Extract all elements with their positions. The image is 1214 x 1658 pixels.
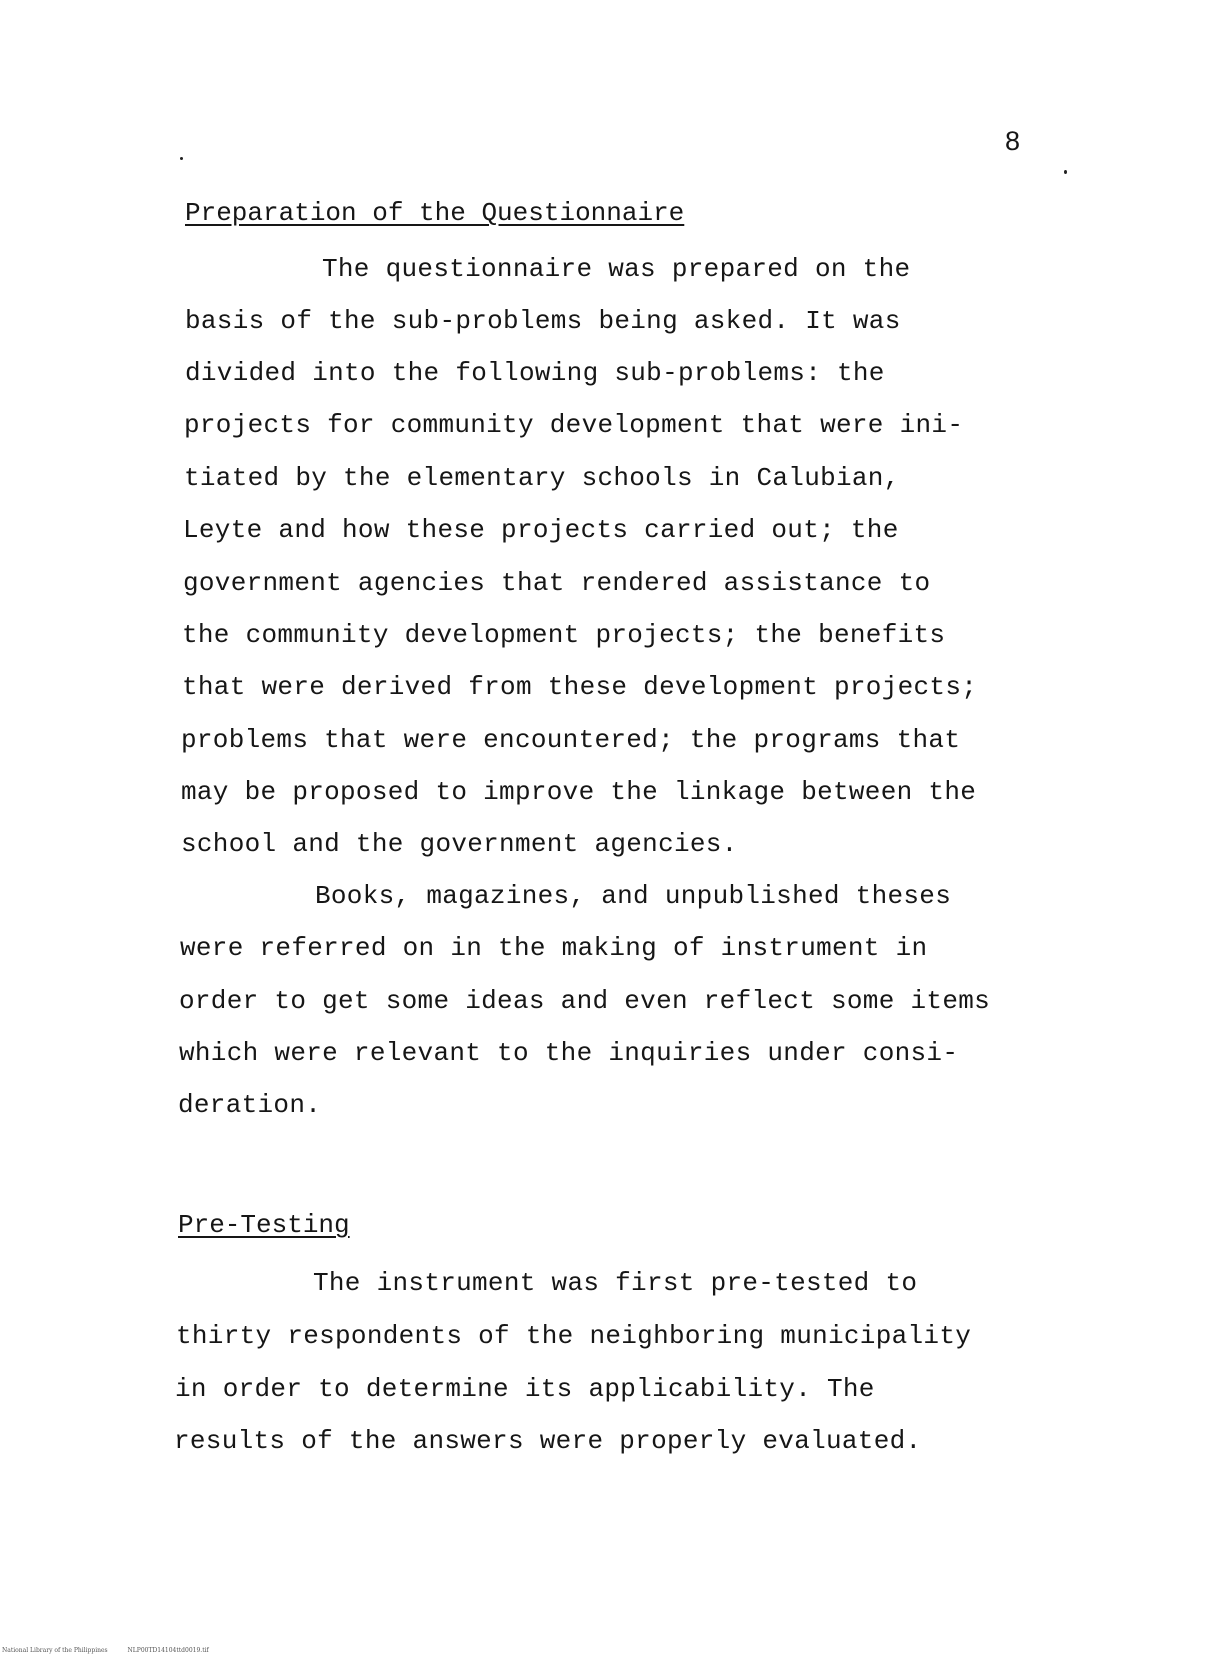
text-line: basis of the sub-problems being asked. It was xyxy=(185,306,901,336)
text-line: Books, magazines, and unpublished theses xyxy=(315,881,952,911)
text-line: Leyte and how these projects carried out; the xyxy=(183,515,899,545)
text-line: which were relevant to the inquiries under consi- xyxy=(179,1038,959,1068)
text-line: results of the answers were properly evaluated. xyxy=(174,1426,922,1456)
scan-speck xyxy=(180,157,183,160)
text-line: may be proposed to improve the linkage between the xyxy=(181,777,977,807)
text-line: were referred on in the making of instrument in xyxy=(180,933,928,963)
scan-footer xyxy=(2,1647,227,1654)
section-heading-pretesting: Pre-Testing xyxy=(178,1210,350,1240)
text-line: order to get some ideas and even reflect some items xyxy=(179,986,991,1016)
text-line: tiated by the elementary schools in Calubian, xyxy=(184,463,900,493)
footer-filename: NLP00TD14104ttd0019.tif xyxy=(127,1647,209,1654)
text-line: projects for community development that were ini- xyxy=(184,410,964,440)
footer-library: National Library of the Philippines xyxy=(2,1647,108,1654)
text-line: school and the government agencies. xyxy=(181,829,738,859)
scan-speck xyxy=(1064,170,1067,174)
text-line: problems that were encountered; the programs that xyxy=(181,725,961,755)
text-line: the community development projects; the benefits xyxy=(182,620,946,650)
section-heading-questionnaire: Preparation of the Questionnaire xyxy=(185,198,685,228)
text-line: divided into the following sub-problems: the xyxy=(185,358,885,388)
text-line: in order to determine its applicability. The xyxy=(175,1374,875,1404)
text-line: deration. xyxy=(178,1090,322,1120)
text-line: thirty respondents of the neighboring municipality xyxy=(176,1321,972,1351)
text-line: that were derived from these development projects; xyxy=(182,672,978,702)
text-line: The questionnaire was prepared on the xyxy=(322,254,911,284)
page-number: 8 xyxy=(1005,126,1021,156)
text-line: The instrument was first pre-tested to xyxy=(313,1268,918,1298)
text-line: government agencies that rendered assistance to xyxy=(183,568,931,598)
